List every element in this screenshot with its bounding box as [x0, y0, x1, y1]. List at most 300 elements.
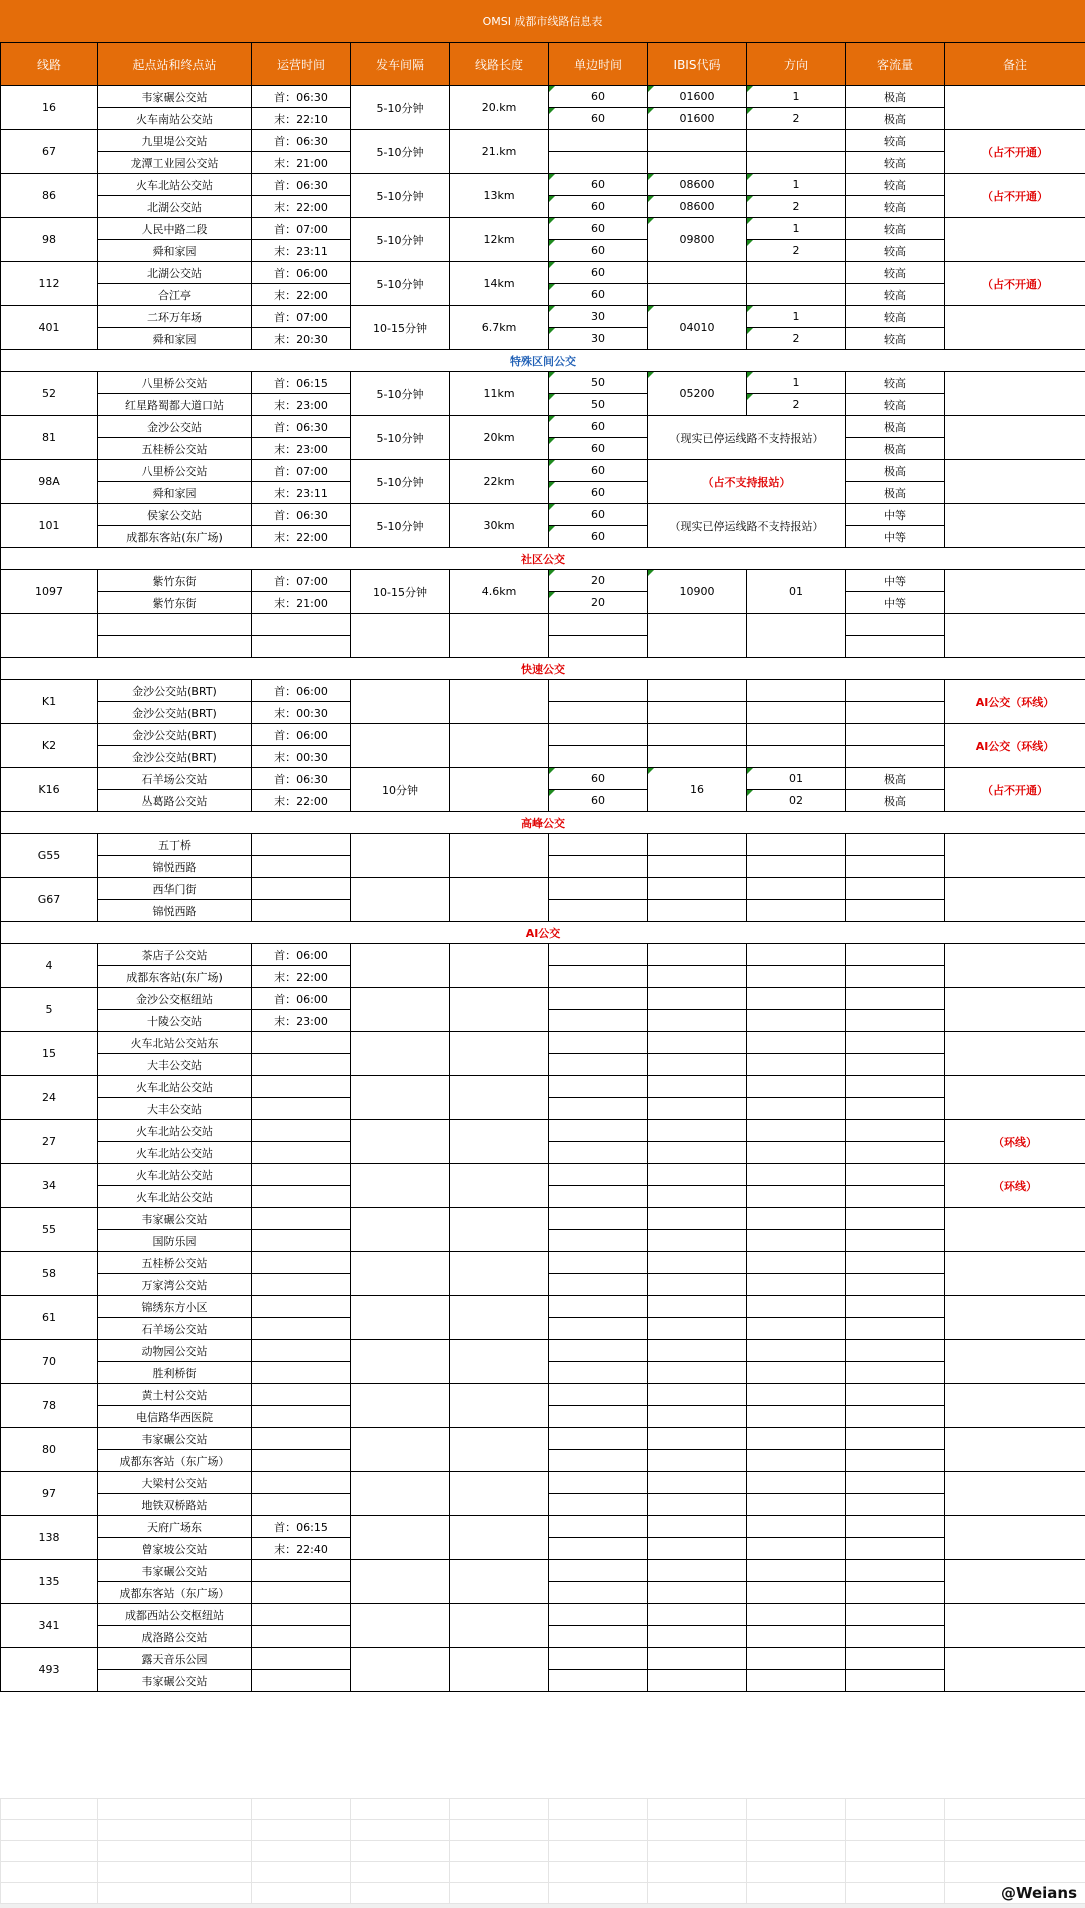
- terminal-stop[interactable]: 锦悦西路: [98, 900, 252, 922]
- direction[interactable]: [747, 1054, 846, 1076]
- headway[interactable]: 10-15分钟: [351, 570, 450, 614]
- direction[interactable]: 2: [747, 108, 846, 130]
- one-way-time[interactable]: [549, 1406, 648, 1428]
- passenger-flow[interactable]: [846, 900, 945, 922]
- route-length[interactable]: [450, 1076, 549, 1120]
- terminal-stop[interactable]: 火车北站公交站: [98, 1120, 252, 1142]
- empty-cell[interactable]: [549, 1820, 648, 1841]
- direction[interactable]: [747, 900, 846, 922]
- remark[interactable]: AI公交（环线）: [945, 724, 1085, 768]
- terminal-stop[interactable]: 八里桥公交站: [98, 372, 252, 394]
- sheet-scrollbar[interactable]: [0, 1904, 1085, 1908]
- remark[interactable]: [945, 1472, 1085, 1516]
- operating-time[interactable]: 末：21:00: [252, 592, 351, 614]
- operating-time[interactable]: [252, 636, 351, 658]
- route-length[interactable]: [450, 1296, 549, 1340]
- passenger-flow[interactable]: 较高: [846, 196, 945, 218]
- ibis-code[interactable]: [648, 1604, 747, 1626]
- operating-time[interactable]: [252, 1670, 351, 1692]
- headway[interactable]: [351, 834, 450, 878]
- route-length[interactable]: [450, 1340, 549, 1384]
- direction[interactable]: [747, 1274, 846, 1296]
- direction[interactable]: 2: [747, 240, 846, 262]
- headway[interactable]: 5-10分钟: [351, 504, 450, 548]
- route-number[interactable]: 27: [1, 1120, 98, 1164]
- empty-cell[interactable]: [747, 1820, 846, 1841]
- operating-time[interactable]: [252, 1054, 351, 1076]
- one-way-time[interactable]: [549, 636, 648, 658]
- ibis-code[interactable]: [648, 1428, 747, 1450]
- remark[interactable]: [945, 1032, 1085, 1076]
- headway[interactable]: [351, 988, 450, 1032]
- empty-cell[interactable]: [747, 1799, 846, 1820]
- route-length[interactable]: [450, 680, 549, 724]
- headway[interactable]: 5-10分钟: [351, 86, 450, 130]
- one-way-time[interactable]: 60: [549, 460, 648, 482]
- ibis-code[interactable]: [648, 966, 747, 988]
- one-way-time[interactable]: 60: [549, 262, 648, 284]
- remark[interactable]: [945, 218, 1085, 262]
- direction[interactable]: [747, 1516, 846, 1538]
- passenger-flow[interactable]: [846, 724, 945, 746]
- route-length[interactable]: [450, 614, 549, 658]
- direction[interactable]: [747, 966, 846, 988]
- section-header[interactable]: AI公交: [1, 922, 1085, 944]
- route-number[interactable]: 112: [1, 262, 98, 306]
- passenger-flow[interactable]: 中等: [846, 570, 945, 592]
- passenger-flow[interactable]: [846, 878, 945, 900]
- terminal-stop[interactable]: 金沙公交枢纽站: [98, 988, 252, 1010]
- ibis-direction-note[interactable]: （现实已停运线路不支持报站）: [648, 504, 846, 548]
- remark[interactable]: AI公交（环线）: [945, 680, 1085, 724]
- empty-cell[interactable]: [846, 1841, 945, 1862]
- terminal-stop[interactable]: 曾家坡公交站: [98, 1538, 252, 1560]
- direction[interactable]: 01: [747, 768, 846, 790]
- operating-time[interactable]: 末：23:11: [252, 482, 351, 504]
- terminal-stop[interactable]: 紫竹东街: [98, 592, 252, 614]
- route-length[interactable]: [450, 768, 549, 812]
- route-length[interactable]: [450, 1208, 549, 1252]
- operating-time[interactable]: 末：22:00: [252, 196, 351, 218]
- empty-cell[interactable]: [648, 1799, 747, 1820]
- terminal-stop[interactable]: 石羊场公交站: [98, 1318, 252, 1340]
- direction[interactable]: [747, 1626, 846, 1648]
- ibis-code[interactable]: [648, 1120, 747, 1142]
- route-length[interactable]: [450, 1252, 549, 1296]
- operating-time[interactable]: [252, 614, 351, 636]
- operating-time[interactable]: 末：23:00: [252, 438, 351, 460]
- operating-time[interactable]: 末：23:11: [252, 240, 351, 262]
- route-length[interactable]: 14km: [450, 262, 549, 306]
- one-way-time[interactable]: 60: [549, 240, 648, 262]
- ibis-code[interactable]: [648, 262, 747, 284]
- remark[interactable]: [945, 504, 1085, 548]
- ibis-code[interactable]: [648, 1384, 747, 1406]
- headway[interactable]: 5-10分钟: [351, 130, 450, 174]
- direction[interactable]: [747, 614, 846, 658]
- empty-cell[interactable]: [945, 1820, 1085, 1841]
- route-number[interactable]: 15: [1, 1032, 98, 1076]
- operating-time[interactable]: [252, 1142, 351, 1164]
- operating-time[interactable]: [252, 1428, 351, 1450]
- empty-cell[interactable]: [351, 1820, 450, 1841]
- terminal-stop[interactable]: 成都东客站（东广场）: [98, 1582, 252, 1604]
- terminal-stop[interactable]: 火车北站公交站东: [98, 1032, 252, 1054]
- operating-time[interactable]: 首：07:00: [252, 306, 351, 328]
- one-way-time[interactable]: [549, 1054, 648, 1076]
- ibis-code[interactable]: [648, 1494, 747, 1516]
- terminal-stop[interactable]: 九里堤公交站: [98, 130, 252, 152]
- operating-time[interactable]: [252, 1560, 351, 1582]
- operating-time[interactable]: [252, 1648, 351, 1670]
- one-way-time[interactable]: [549, 724, 648, 746]
- remark[interactable]: [945, 878, 1085, 922]
- direction[interactable]: [747, 1560, 846, 1582]
- route-number[interactable]: G67: [1, 878, 98, 922]
- empty-cell[interactable]: [945, 1841, 1085, 1862]
- operating-time[interactable]: [252, 1626, 351, 1648]
- operating-time[interactable]: 末：00:30: [252, 746, 351, 768]
- ibis-code[interactable]: [648, 1010, 747, 1032]
- empty-cell[interactable]: [98, 1841, 252, 1862]
- route-number[interactable]: K2: [1, 724, 98, 768]
- route-number[interactable]: 55: [1, 1208, 98, 1252]
- ibis-code[interactable]: [648, 1516, 747, 1538]
- headway[interactable]: [351, 1648, 450, 1692]
- column-header[interactable]: 单边时间: [549, 43, 648, 86]
- passenger-flow[interactable]: [846, 1582, 945, 1604]
- ibis-code[interactable]: [648, 1230, 747, 1252]
- route-number[interactable]: G55: [1, 834, 98, 878]
- one-way-time[interactable]: [549, 1032, 648, 1054]
- passenger-flow[interactable]: [846, 1318, 945, 1340]
- terminal-stop[interactable]: [98, 636, 252, 658]
- one-way-time[interactable]: 60: [549, 174, 648, 196]
- one-way-time[interactable]: 60: [549, 482, 648, 504]
- ibis-code[interactable]: [648, 1274, 747, 1296]
- one-way-time[interactable]: [549, 1340, 648, 1362]
- direction[interactable]: [747, 1098, 846, 1120]
- one-way-time[interactable]: [549, 1076, 648, 1098]
- one-way-time[interactable]: 50: [549, 394, 648, 416]
- operating-time[interactable]: [252, 856, 351, 878]
- terminal-stop[interactable]: 火车北站公交站: [98, 1142, 252, 1164]
- operating-time[interactable]: 首：06:30: [252, 174, 351, 196]
- one-way-time[interactable]: [549, 1186, 648, 1208]
- ibis-code[interactable]: [648, 746, 747, 768]
- terminal-stop[interactable]: 西华门街: [98, 878, 252, 900]
- operating-time[interactable]: [252, 1318, 351, 1340]
- remark[interactable]: [945, 86, 1085, 130]
- direction[interactable]: [747, 1384, 846, 1406]
- passenger-flow[interactable]: 极高: [846, 460, 945, 482]
- route-number[interactable]: 138: [1, 1516, 98, 1560]
- one-way-time[interactable]: 20: [549, 570, 648, 592]
- empty-cell[interactable]: [252, 1820, 351, 1841]
- empty-cell[interactable]: [549, 1799, 648, 1820]
- headway[interactable]: [351, 1384, 450, 1428]
- empty-cell[interactable]: [1, 1799, 98, 1820]
- one-way-time[interactable]: [549, 1230, 648, 1252]
- empty-cell[interactable]: [98, 1862, 252, 1883]
- remark[interactable]: [945, 944, 1085, 988]
- one-way-time[interactable]: [549, 1472, 648, 1494]
- route-number[interactable]: 97: [1, 1472, 98, 1516]
- operating-time[interactable]: 首：06:15: [252, 372, 351, 394]
- one-way-time[interactable]: [549, 1142, 648, 1164]
- terminal-stop[interactable]: 红星路蜀都大道口站: [98, 394, 252, 416]
- route-length[interactable]: 21.km: [450, 130, 549, 174]
- direction[interactable]: [747, 1494, 846, 1516]
- direction[interactable]: [747, 1362, 846, 1384]
- direction[interactable]: [747, 834, 846, 856]
- route-number[interactable]: 5: [1, 988, 98, 1032]
- terminal-stop[interactable]: 五桂桥公交站: [98, 438, 252, 460]
- terminal-stop[interactable]: 十陵公交站: [98, 1010, 252, 1032]
- direction[interactable]: [747, 680, 846, 702]
- operating-time[interactable]: [252, 1384, 351, 1406]
- passenger-flow[interactable]: [846, 834, 945, 856]
- one-way-time[interactable]: 60: [549, 438, 648, 460]
- route-number[interactable]: 86: [1, 174, 98, 218]
- route-number[interactable]: 4: [1, 944, 98, 988]
- one-way-time[interactable]: 50: [549, 372, 648, 394]
- route-number[interactable]: 78: [1, 1384, 98, 1428]
- route-number[interactable]: 61: [1, 1296, 98, 1340]
- headway[interactable]: [351, 1076, 450, 1120]
- passenger-flow[interactable]: 较高: [846, 262, 945, 284]
- one-way-time[interactable]: 60: [549, 108, 648, 130]
- terminal-stop[interactable]: 火车北站公交站: [98, 1076, 252, 1098]
- empty-cell[interactable]: [1, 1883, 98, 1904]
- headway[interactable]: [351, 1164, 450, 1208]
- route-length[interactable]: 4.6km: [450, 570, 549, 614]
- route-length[interactable]: [450, 1604, 549, 1648]
- passenger-flow[interactable]: [846, 1208, 945, 1230]
- empty-cell[interactable]: [1, 1862, 98, 1883]
- passenger-flow[interactable]: 极高: [846, 416, 945, 438]
- terminal-stop[interactable]: 紫竹东街: [98, 570, 252, 592]
- direction[interactable]: [747, 724, 846, 746]
- direction[interactable]: [747, 152, 846, 174]
- direction[interactable]: 02: [747, 790, 846, 812]
- route-length[interactable]: 22km: [450, 460, 549, 504]
- terminal-stop[interactable]: 石羊场公交站: [98, 768, 252, 790]
- operating-time[interactable]: 末：23:00: [252, 394, 351, 416]
- empty-cell[interactable]: [648, 1862, 747, 1883]
- column-header[interactable]: 线路长度: [450, 43, 549, 86]
- passenger-flow[interactable]: 较高: [846, 218, 945, 240]
- operating-time[interactable]: [252, 1582, 351, 1604]
- route-number[interactable]: 81: [1, 416, 98, 460]
- ibis-code[interactable]: [648, 834, 747, 856]
- route-length[interactable]: [450, 1428, 549, 1472]
- ibis-code[interactable]: [648, 878, 747, 900]
- headway[interactable]: [351, 680, 450, 724]
- direction[interactable]: [747, 1252, 846, 1274]
- direction[interactable]: [747, 1032, 846, 1054]
- operating-time[interactable]: 末：21:00: [252, 152, 351, 174]
- one-way-time[interactable]: [549, 1494, 648, 1516]
- operating-time[interactable]: [252, 1406, 351, 1428]
- one-way-time[interactable]: [549, 1274, 648, 1296]
- passenger-flow[interactable]: 较高: [846, 328, 945, 350]
- one-way-time[interactable]: [549, 944, 648, 966]
- terminal-stop[interactable]: 人民中路二段: [98, 218, 252, 240]
- empty-cell[interactable]: [549, 1883, 648, 1904]
- operating-time[interactable]: [252, 1098, 351, 1120]
- terminal-stop[interactable]: 龙潭工业园公交站: [98, 152, 252, 174]
- terminal-stop[interactable]: 动物园公交站: [98, 1340, 252, 1362]
- passenger-flow[interactable]: [846, 1406, 945, 1428]
- passenger-flow[interactable]: [846, 746, 945, 768]
- direction[interactable]: 1: [747, 372, 846, 394]
- passenger-flow[interactable]: [846, 1516, 945, 1538]
- terminal-stop[interactable]: 电信路华西医院: [98, 1406, 252, 1428]
- one-way-time[interactable]: [549, 1560, 648, 1582]
- empty-cell[interactable]: [846, 1862, 945, 1883]
- ibis-code[interactable]: [648, 944, 747, 966]
- route-length[interactable]: 20.km: [450, 86, 549, 130]
- remark[interactable]: [945, 1252, 1085, 1296]
- direction[interactable]: [747, 702, 846, 724]
- direction[interactable]: [747, 1076, 846, 1098]
- passenger-flow[interactable]: [846, 1142, 945, 1164]
- terminal-stop[interactable]: 胜利桥街: [98, 1362, 252, 1384]
- direction[interactable]: [747, 1296, 846, 1318]
- passenger-flow[interactable]: [846, 1032, 945, 1054]
- direction[interactable]: 1: [747, 86, 846, 108]
- headway[interactable]: [351, 724, 450, 768]
- route-length[interactable]: [450, 1648, 549, 1692]
- empty-cell[interactable]: [945, 1799, 1085, 1820]
- direction[interactable]: [747, 1010, 846, 1032]
- passenger-flow[interactable]: 中等: [846, 592, 945, 614]
- direction[interactable]: [747, 944, 846, 966]
- ibis-code[interactable]: 08600: [648, 196, 747, 218]
- ibis-code[interactable]: [648, 680, 747, 702]
- one-way-time[interactable]: [549, 1098, 648, 1120]
- remark[interactable]: [945, 416, 1085, 460]
- one-way-time[interactable]: [549, 1450, 648, 1472]
- passenger-flow[interactable]: [846, 1054, 945, 1076]
- operating-time[interactable]: [252, 1494, 351, 1516]
- operating-time[interactable]: 首：06:00: [252, 680, 351, 702]
- terminal-stop[interactable]: 大梁村公交站: [98, 1472, 252, 1494]
- ibis-code[interactable]: [648, 1340, 747, 1362]
- operating-time[interactable]: 末：22:00: [252, 790, 351, 812]
- headway[interactable]: [351, 1472, 450, 1516]
- operating-time[interactable]: 末：23:00: [252, 1010, 351, 1032]
- operating-time[interactable]: [252, 1472, 351, 1494]
- direction[interactable]: [747, 1428, 846, 1450]
- ibis-direction-note[interactable]: （占不支持报站）: [648, 460, 846, 504]
- ibis-code[interactable]: [648, 1450, 747, 1472]
- direction[interactable]: [747, 988, 846, 1010]
- one-way-time[interactable]: [549, 878, 648, 900]
- terminal-stop[interactable]: 地铁双桥路站: [98, 1494, 252, 1516]
- passenger-flow[interactable]: [846, 1560, 945, 1582]
- route-length[interactable]: [450, 878, 549, 922]
- passenger-flow[interactable]: 较高: [846, 240, 945, 262]
- terminal-stop[interactable]: 侯家公交站: [98, 504, 252, 526]
- headway[interactable]: 5-10分钟: [351, 174, 450, 218]
- one-way-time[interactable]: 60: [549, 284, 648, 306]
- headway[interactable]: 10分钟: [351, 768, 450, 812]
- headway[interactable]: [351, 944, 450, 988]
- headway[interactable]: [351, 1428, 450, 1472]
- direction[interactable]: [747, 1142, 846, 1164]
- operating-time[interactable]: 首：06:30: [252, 768, 351, 790]
- passenger-flow[interactable]: [846, 966, 945, 988]
- one-way-time[interactable]: 60: [549, 504, 648, 526]
- one-way-time[interactable]: 30: [549, 328, 648, 350]
- empty-cell[interactable]: [252, 1841, 351, 1862]
- ibis-code[interactable]: [648, 614, 747, 658]
- passenger-flow[interactable]: 极高: [846, 482, 945, 504]
- headway[interactable]: 5-10分钟: [351, 218, 450, 262]
- passenger-flow[interactable]: 较高: [846, 284, 945, 306]
- passenger-flow[interactable]: 较高: [846, 152, 945, 174]
- passenger-flow[interactable]: 较高: [846, 130, 945, 152]
- remark[interactable]: [945, 1604, 1085, 1648]
- one-way-time[interactable]: [549, 900, 648, 922]
- direction[interactable]: [747, 1604, 846, 1626]
- ibis-code[interactable]: 09800: [648, 218, 747, 262]
- terminal-stop[interactable]: 成都东客站（东广场）: [98, 1450, 252, 1472]
- passenger-flow[interactable]: 极高: [846, 768, 945, 790]
- remark[interactable]: [945, 1384, 1085, 1428]
- column-header[interactable]: 客流量: [846, 43, 945, 86]
- operating-time[interactable]: [252, 1164, 351, 1186]
- route-number[interactable]: K16: [1, 768, 98, 812]
- direction[interactable]: 1: [747, 174, 846, 196]
- passenger-flow[interactable]: [846, 1120, 945, 1142]
- operating-time[interactable]: 首：07:00: [252, 570, 351, 592]
- terminal-stop[interactable]: 金沙公交站(BRT): [98, 702, 252, 724]
- route-number[interactable]: 98: [1, 218, 98, 262]
- passenger-flow[interactable]: [846, 1472, 945, 1494]
- remark[interactable]: [945, 988, 1085, 1032]
- operating-time[interactable]: [252, 1032, 351, 1054]
- ibis-code[interactable]: [648, 1186, 747, 1208]
- route-length[interactable]: [450, 1516, 549, 1560]
- terminal-stop[interactable]: 天府广场东: [98, 1516, 252, 1538]
- empty-cell[interactable]: [450, 1799, 549, 1820]
- operating-time[interactable]: [252, 878, 351, 900]
- empty-cell[interactable]: [351, 1841, 450, 1862]
- operating-time[interactable]: 首：06:00: [252, 262, 351, 284]
- operating-time[interactable]: 末：20:30: [252, 328, 351, 350]
- one-way-time[interactable]: [549, 1582, 648, 1604]
- section-header[interactable]: 特殊区间公交: [1, 350, 1085, 372]
- ibis-code[interactable]: 01600: [648, 86, 747, 108]
- remark[interactable]: [945, 834, 1085, 878]
- route-number[interactable]: 341: [1, 1604, 98, 1648]
- operating-time[interactable]: 首：06:00: [252, 724, 351, 746]
- empty-cell[interactable]: [747, 1841, 846, 1862]
- passenger-flow[interactable]: 极高: [846, 86, 945, 108]
- one-way-time[interactable]: [549, 1648, 648, 1670]
- route-number[interactable]: 80: [1, 1428, 98, 1472]
- empty-cell[interactable]: [450, 1883, 549, 1904]
- operating-time[interactable]: 首：06:00: [252, 988, 351, 1010]
- direction[interactable]: [747, 1230, 846, 1252]
- direction[interactable]: [747, 1582, 846, 1604]
- terminal-stop[interactable]: 成洛路公交站: [98, 1626, 252, 1648]
- ibis-code[interactable]: [648, 724, 747, 746]
- passenger-flow[interactable]: 中等: [846, 526, 945, 548]
